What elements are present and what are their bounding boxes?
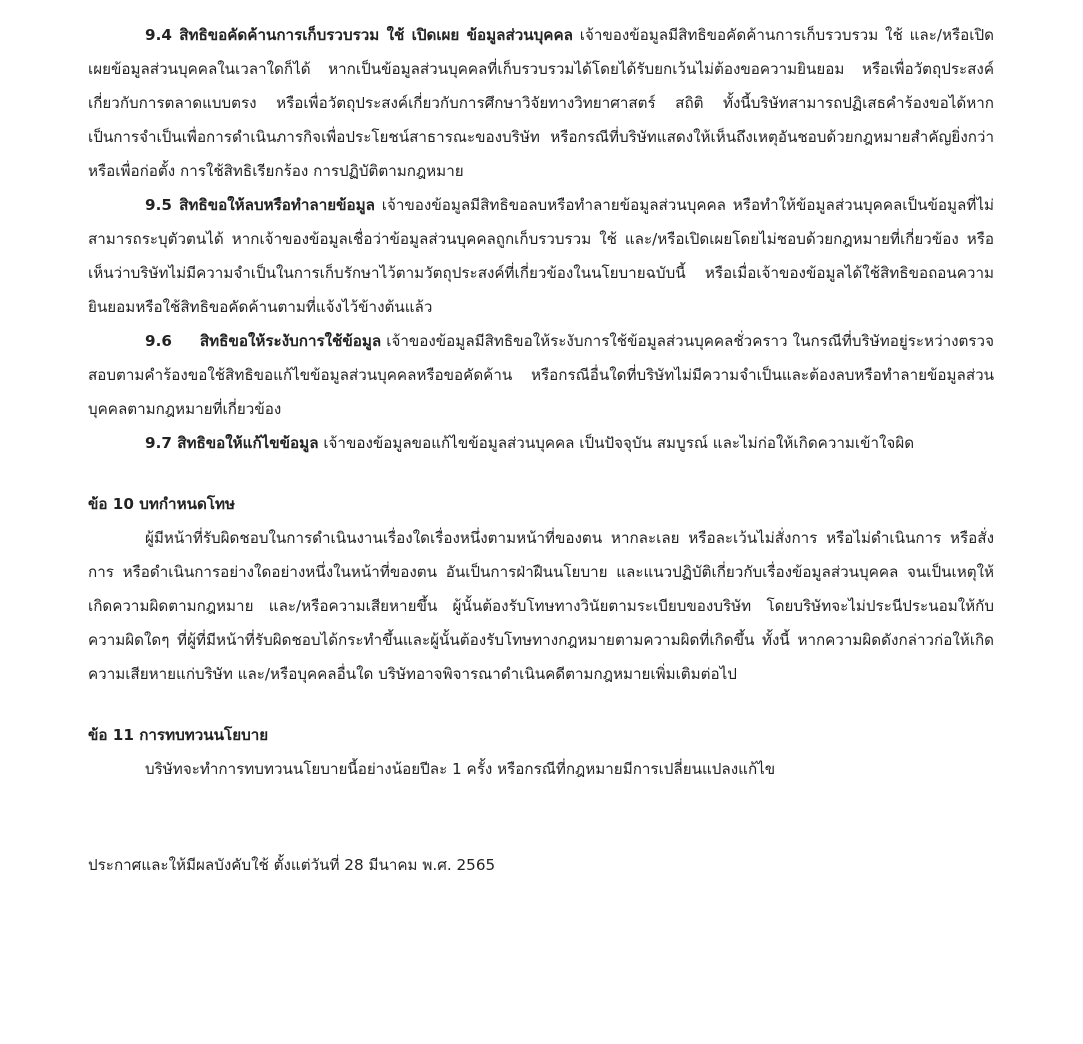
section-spacer [88,691,994,718]
section-10-heading: ข้อ 10 บทกำหนดโทษ [88,495,236,513]
section-11-body: บริษัทจะทำการทบทวนนโยบายนี้อย่างน้อยปีละ 1 ครั้ง หรือกรณีที่กฎหมายมีการเปลี่ยนแปลงแก้ไข [145,760,776,778]
section-9-7 [88,426,994,460]
section-9-7-title: 9.7 สิทธิขอให้แก้ไขข้อมูล [145,434,319,452]
section-9-4-title: 9.4 สิทธิขอคัดค้านการเก็บรวบรวม ใช้ เปิดเผย ข้อมูลส่วนบุคคล [145,26,573,44]
section-10-body: ผู้มีหน้าที่รับผิดชอบในการดำเนินงานเรื่องใดเรื่องหนึ่งตามหน้าที่ของตน หากละเลย หรือละเว้นไม่สั่งการ หรือไม่ดำเนินการ หรือสั่งการ หรือดำเนินการอย่างใดอย่างหนึ่งในหน้าที่ของตน อันเป็นการฝ่าฝืนนโยบาย และแนวปฏิบัติเกี่ยวกับเรื่องข้อมูลส่วนบุคคล จนเป็นเหตุให้เกิดความผิดตามกฎหมาย และ/หรือความเสียหายขึ้น ผู้นั้นต้องรับโทษทางวินัยตามระเบียบของบริษัท โดยบริษัทจะไม่ประนีประนอมให้กับความผิดใดๆ ที่ผู้ที่มีหน้าที่รับผิดชอบได้กระทำขึ้นและผู้นั้นต้องรับโทษทางกฎหมายตามความผิดที่เกิดขึ้น ทั้งนี้ หากความผิดดังกล่าวก่อให้เกิดความเสียหายแก่บริษัท และ/หรือบุคคลอื่นใด บริษัทอาจพิจารณาดำเนินคดีตามกฎหมายเพิ่มเติมต่อไป [88,529,994,683]
section-9-6-body: เจ้าของข้อมูลมีสิทธิขอให้ระงับการใช้ข้อมูลส่วนบุคคลชั่วคราว ในกรณีที่บริษัทอยู่ระหว่างตรวจสอบตามคำร้องขอใช้สิทธิขอแก้ไขข้อมูลส่วนบุคคลหรือขอคัดค้าน หรือกรณีอื่นใดที่บริษัทไม่มีความจำเป็นและต้องลบหรือทำลายข้อมูลส่วนบุคคลตามกฎหมายที่เกี่ยวข้อง [88,332,994,418]
policy-document [88,18,994,882]
section-spacer [88,460,994,487]
section-11-heading: ข้อ 11 การทบทวนนโยบาย [88,726,269,744]
section-9-4 [88,18,994,188]
section-9-6-number: 9.6 [145,332,172,350]
section-9-4-body: เจ้าของข้อมูลมีสิทธิขอคัดค้านการเก็บรวบรวม ใช้ และ/หรือเปิดเผยข้อมูลส่วนบุคคลในเวลาใดก็ได้ หากเป็นข้อมูลส่วนบุคคลที่เก็บรวบรวมได้โดยได้รับยกเว้นไม่ต้องขอความยินยอม หรือเพื่อวัตถุประสงค์เกี่ยวกับการตลาดแบบตรง หรือเพื่อวัตถุประสงค์เกี่ยวกับการศึกษาวิจัยทางวิทยาศาสตร์ สถิติ ทั้งนี้บริษัทสามารถปฏิเสธคำร้องขอได้หากเป็นการจำเป็นเพื่อการดำเนินภารกิจเพื่อประโยชน์สาธารณะของบริษัท หรือกรณีที่บริษัทแสดงให้เห็นถึงเหตุอันชอบด้วยกฎหมายสำคัญยิ่งกว่า หรือเพื่อก่อตั้ง การใช้สิทธิเรียกร้อง การปฏิบัติตามกฎหมาย [88,26,994,180]
section-9-5-title: 9.5 สิทธิขอให้ลบหรือทำลายข้อมูล [145,196,375,214]
section-9-5-body: เจ้าของข้อมูลมีสิทธิขอลบหรือทำลายข้อมูลส่วนบุคคล หรือทำให้ข้อมูลส่วนบุคคลเป็นข้อมูลที่ไม่สามารถระบุตัวตนได้ หากเจ้าของข้อมูลเชื่อว่าข้อมูลส่วนบุคคลถูกเก็บรวบรวม ใช้ และ/หรือเปิดเผยโดยไม่ชอบด้วยกฎหมายที่เกี่ยวข้อง หรือเห็นว่าบริษัทไม่มีความจำเป็นในการเก็บรักษาไว้ตามวัตถุประสงค์ที่เกี่ยวข้องในนโยบายฉบับนี้ หรือเมื่อเจ้าของข้อมูลได้ใช้สิทธิขอถอนความยินยอมหรือใช้สิทธิขอคัดค้านตามที่แจ้งไว้ข้างต้นแล้ว [88,196,994,316]
effective-date-announcement: ประกาศและให้มีผลบังคับใช้ ตั้งแต่วันที่ 28 มีนาคม พ.ศ. 2565 [88,856,496,874]
section-9-5 [88,188,994,324]
section-9-7-body: เจ้าของข้อมูลขอแก้ไขข้อมูลส่วนบุคคล เป็นปัจจุบัน สมบูรณ์ และไม่ก่อให้เกิดความเข้าใจผิด [318,434,915,452]
section-9-6-title: สิทธิขอให้ระงับการใช้ข้อมูล [199,332,382,350]
section-9-6 [88,324,994,426]
section-spacer [88,786,994,848]
